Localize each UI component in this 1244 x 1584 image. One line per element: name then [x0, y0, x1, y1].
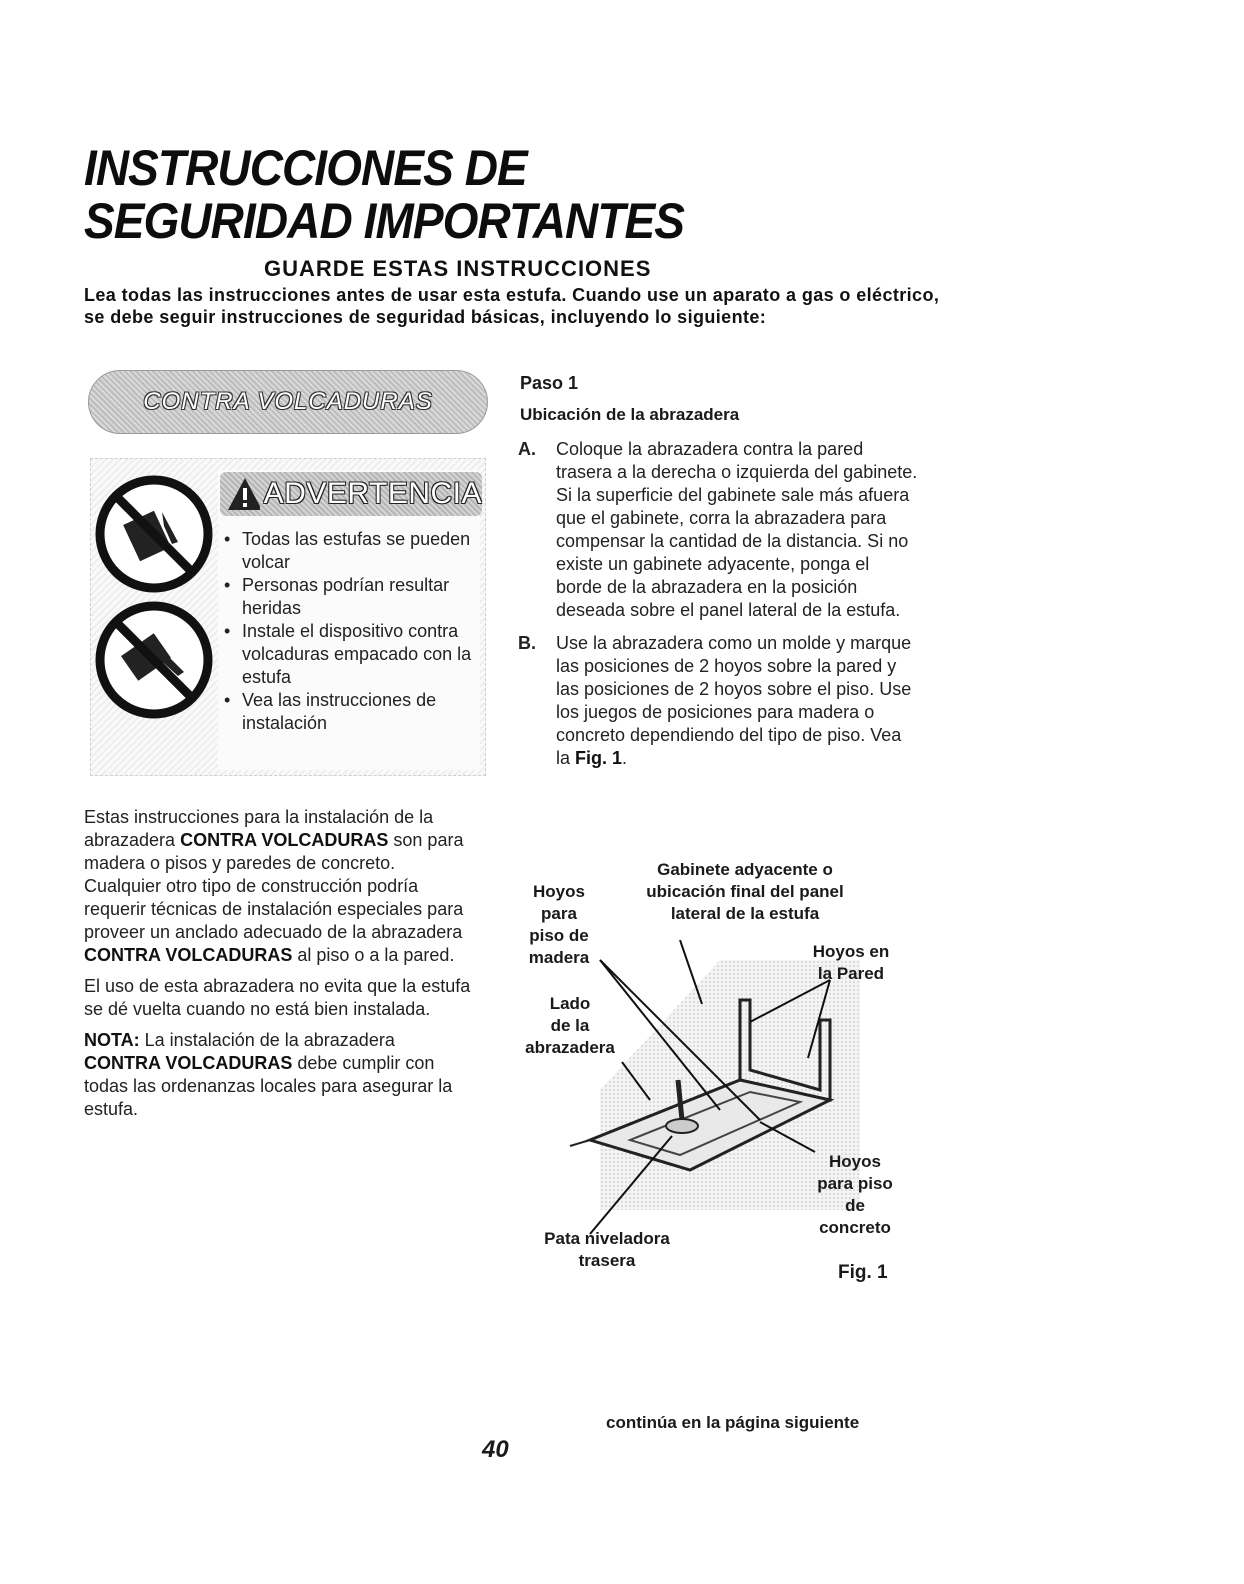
note-paragraph: NOTA: La instalación de la abrazadera CONTRA VOLCADURAS debe cumplir con todas las ordenanzas locales para asegurar la estufa. [84, 1030, 453, 1119]
step-item-a [518, 438, 918, 622]
step-text: Use la abrazadera como un molde y marque las posiciones de 2 hoyos sobre la pared y las posiciones de 2 hoyos sobre el piso. Use los juegos de posiciones para madera o concreto dependiendo del tipo de piso. Vea la [556, 633, 912, 768]
steps-list [518, 438, 918, 780]
label-gabinete: Gabinete adyacente o ubicación final del panel lateral de la estufa [646, 860, 844, 923]
label-hoyos-pared: Hoyos en la Pared [812, 942, 890, 983]
title-line-1: INSTRUCCIONES DE [84, 140, 527, 196]
continue-note: continúa en la página siguiente [606, 1413, 860, 1432]
section-subtitle: GUARDE ESTAS INSTRUCCIONES [264, 256, 652, 281]
warning-bullet: • Personas podrían resultar heridas [222, 574, 480, 620]
label-pata-niveladora: Pata niveladora trasera [544, 1229, 670, 1270]
step-subtitle: Ubicación de la abrazadera [520, 405, 740, 424]
title-line-2: SEGURIDAD IMPORTANTES [84, 193, 685, 249]
label-lado-abrazadera: Lado de la abrazadera [525, 994, 615, 1057]
installation-paragraph: Estas instrucciones para la instalación de la abrazadera CONTRA VOLCADURAS son para madera o pisos y paredes de concreto. Cualquier otro tipo de construcción podría requerir técnicas de instalación especiales para proveer un anclado adecuado de la abrazadera CONTRA VOLCADURAS al piso o a la pared. [84, 807, 464, 965]
tip-over-prohibited-icon-1 [100, 480, 208, 588]
label-hoyos-concreto: Hoyos para piso de concreto [817, 1152, 893, 1237]
figure-caption: Fig. 1 [838, 1262, 888, 1283]
step-item-b: B. Use la abrazadera como un molde y marque las posiciones de 2 hoyos sobre la pared y las posiciones de 2 hoyos sobre el piso. Use los juegos de posiciones para madera o concreto dependiendo del tipo de piso. Vea la Fig. 1. [518, 633, 912, 768]
page-number: 40 [482, 1436, 509, 1463]
step-label: B. [518, 633, 536, 653]
page-title [84, 142, 684, 248]
warning-list [222, 528, 480, 735]
warning-label: ADVERTENCIA [263, 477, 482, 510]
warning-bullet: • Todas las estufas se pueden volcar [222, 528, 480, 574]
warning-triangle-icon [226, 475, 260, 513]
tip-over-icons [92, 472, 218, 732]
banner-text: CONTRA VOLCADURAS [143, 388, 433, 415]
fig-reference: Fig. 1 [575, 748, 623, 768]
warning-bullet: • Instale el dispositivo contra volcaduras empacado con la estufa [222, 620, 480, 689]
usage-paragraph: El uso de esta abrazadera no evita que la estufa se dé vuelta cuando no está bien instalada. [84, 976, 471, 1019]
tip-over-prohibited-icon-2 [100, 606, 208, 714]
warning-header [220, 472, 482, 516]
intro-paragraph: Lea todas las instrucciones antes de usar esta estufa. Cuando use un aparato a gas o eléctrico, se debe seguir instrucciones de seguridad básicas, incluyendo lo siguiente: [84, 285, 940, 327]
label-hoyos-madera: Hoyos para piso de madera [528, 882, 590, 967]
step-label: A. [518, 439, 536, 459]
left-column [84, 806, 476, 1129]
warning-bullet: • Vea las instrucciones de instalación [222, 689, 480, 735]
anti-tip-banner [88, 370, 488, 434]
step-text: Coloque la abrazadera contra la pared trasera a la derecha o izquierda del gabinete. Si la superficie del gabinete sale más afuera que el gabinete, corra la abrazadera para compensar la cantidad de la distancia. Si no existe un gabinete adyacente, ponga el borde de la abrazadera en la posición deseada sobre el panel lateral de la estufa. [556, 439, 918, 620]
step-title: Paso 1 [520, 373, 579, 393]
